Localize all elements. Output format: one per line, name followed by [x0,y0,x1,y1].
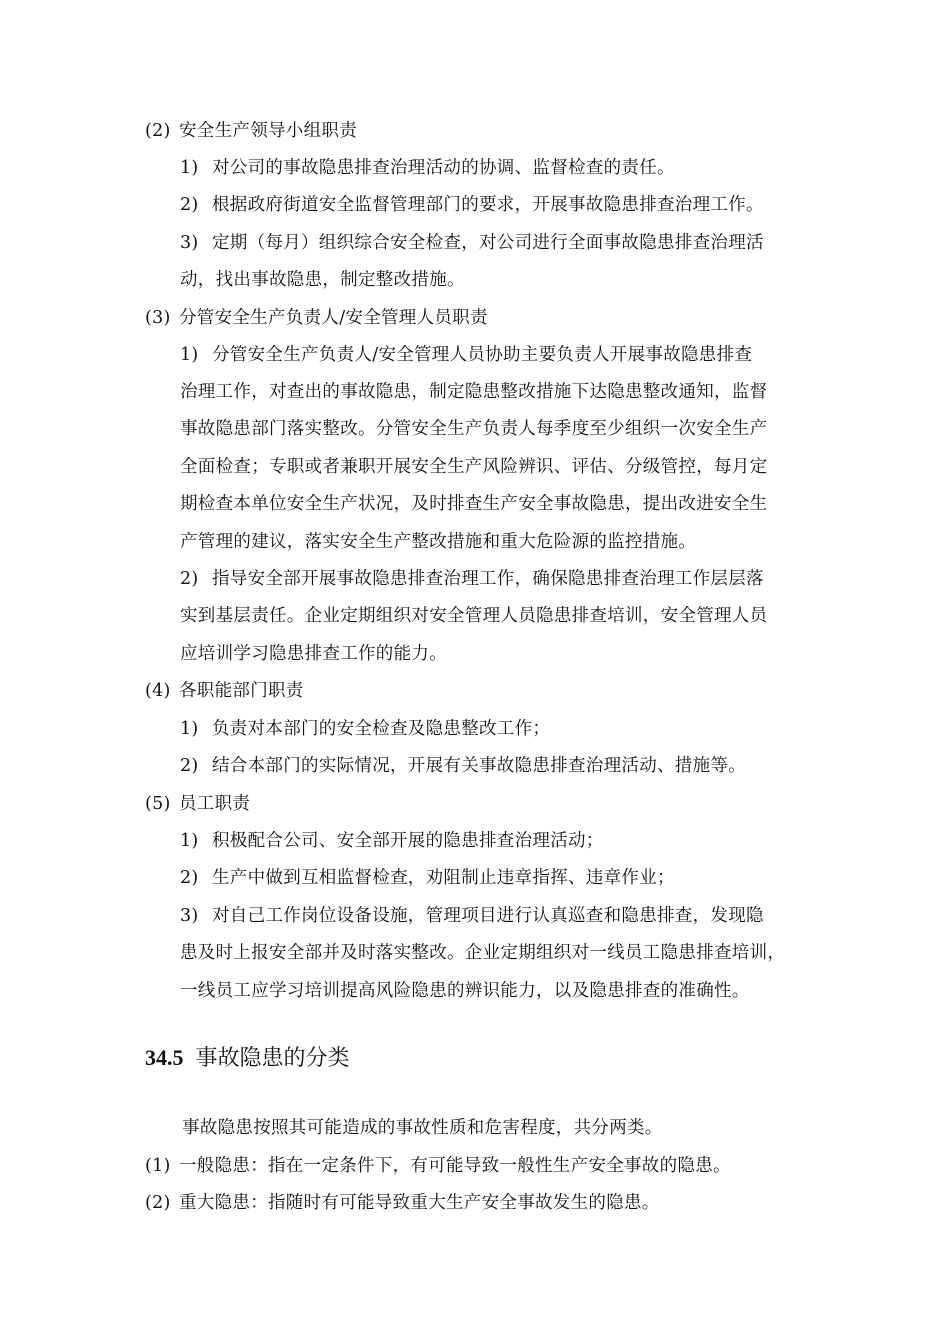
item-text: 积极配合公司、安全部开展的隐患排查治理活动； [212,831,604,851]
item-text-continuation: 期检查本单位安全生产状况，及时排查生产安全事故隐患，提出改进安全生 [180,494,768,514]
item-text: 分管安全生产负责人/安全管理人员协助主要负责人开展事故隐患排查 [212,345,753,365]
section-heading [145,120,357,142]
list-item [145,1192,660,1214]
item-text: 一般隐患：指在一定条件下，有可能导致一般性生产安全事故的隐患。 [179,1156,731,1176]
list-item [145,1155,731,1177]
item-number: 2) [180,756,199,776]
list-item [180,755,746,777]
section-number: (5) [145,794,171,814]
item-text-continuation: 动，找出事故隐患，制定整改措施。 [180,270,465,290]
item-text-continuation: 应培训学习隐患排查工作的能力。 [180,644,447,664]
item-number: 1) [180,719,199,739]
item-number: 2) [180,868,199,888]
section-title: 分管安全生产负责人/安全管理人员职责 [179,308,488,328]
item-text-continuation: 一线员工应学习培训提高风险隐患的辨识能力，以及隐患排查的准确性。 [180,981,750,1001]
list-item [180,867,675,889]
item-text: 生产中做到互相监督检查，劝阻制止违章指挥、违章作业； [212,868,675,888]
section-number: (2) [145,121,171,141]
item-number: 1) [180,831,199,851]
item-number: (2) [145,1193,171,1213]
intro-paragraph: 事故隐患按照其可能造成的事故性质和危害程度，共分两类。 [182,1118,663,1138]
item-text: 对自己工作岗位设备设施，管理项目进行认真巡查和隐患排查，发现隐 [212,906,764,926]
section-title: 安全生产领导小组职责 [179,121,357,141]
list-item [180,830,604,852]
list-item [180,568,764,590]
heading-title: 事故隐患的分类 [195,1046,350,1071]
item-text: 结合本部门的实际情况，开展有关事故隐患排查治理活动、措施等。 [212,756,746,776]
item-number: 3) [180,906,199,926]
item-text-continuation: 事故隐患部门落实整改。分管安全生产负责人每季度至少组织一次安全生产 [180,419,768,439]
item-text: 重大隐患：指随时有可能导致重大生产安全事故发生的隐患。 [179,1193,660,1213]
section-heading [145,793,250,815]
section-heading [145,680,304,702]
list-item [180,905,764,927]
item-text-continuation: 实到基层责任。企业定期组织对安全管理人员隐患排查培训，安全管理人员 [180,606,768,626]
list-item [180,194,764,216]
section-number: (4) [145,681,171,701]
section-title: 员工职责 [179,794,251,814]
item-text-continuation: 全面检查；专职或者兼职开展安全生产风险辨识、评估、分级管控，每月定 [180,457,768,477]
item-text: 负责对本部门的安全检查及隐患整改工作； [212,719,551,739]
item-text: 对公司的事故隐患排查治理活动的协调、监督检查的责任。 [212,158,675,178]
list-item [180,718,550,740]
section-number: (3) [145,308,171,328]
section-title: 各职能部门职责 [179,681,304,701]
item-number: 2) [180,195,199,215]
item-number: 1) [180,345,199,365]
list-item [180,157,675,179]
item-text-continuation: 治理工作，对查出的事故隐患，制定隐患整改措施下达隐患整改通知，监督 [180,382,768,402]
section-heading [145,307,488,329]
item-number: 1) [180,158,199,178]
item-text-continuation: 产管理的建议，落实安全生产整改措施和重大危险源的监控措施。 [180,532,697,552]
item-number: 3) [180,233,199,253]
list-item [180,232,764,254]
item-text: 指导安全部开展事故隐患排查治理工作，确保隐患排查治理工作层层落 [212,569,764,589]
list-item [180,344,752,366]
item-text: 定期（每月）组织综合安全检查，对公司进行全面事故隐患排查治理活 [212,233,764,253]
item-number: 2) [180,569,199,589]
item-text-continuation: 患及时上报安全部并及时落实整改。企业定期组织对一线员工隐患排查培训， [180,943,786,963]
item-text: 根据政府街道安全监督管理部门的要求，开展事故隐患排查治理工作。 [212,195,764,215]
item-number: (1) [145,1156,171,1176]
chapter-heading [145,1043,350,1074]
heading-number: 34.5 [145,1045,184,1070]
